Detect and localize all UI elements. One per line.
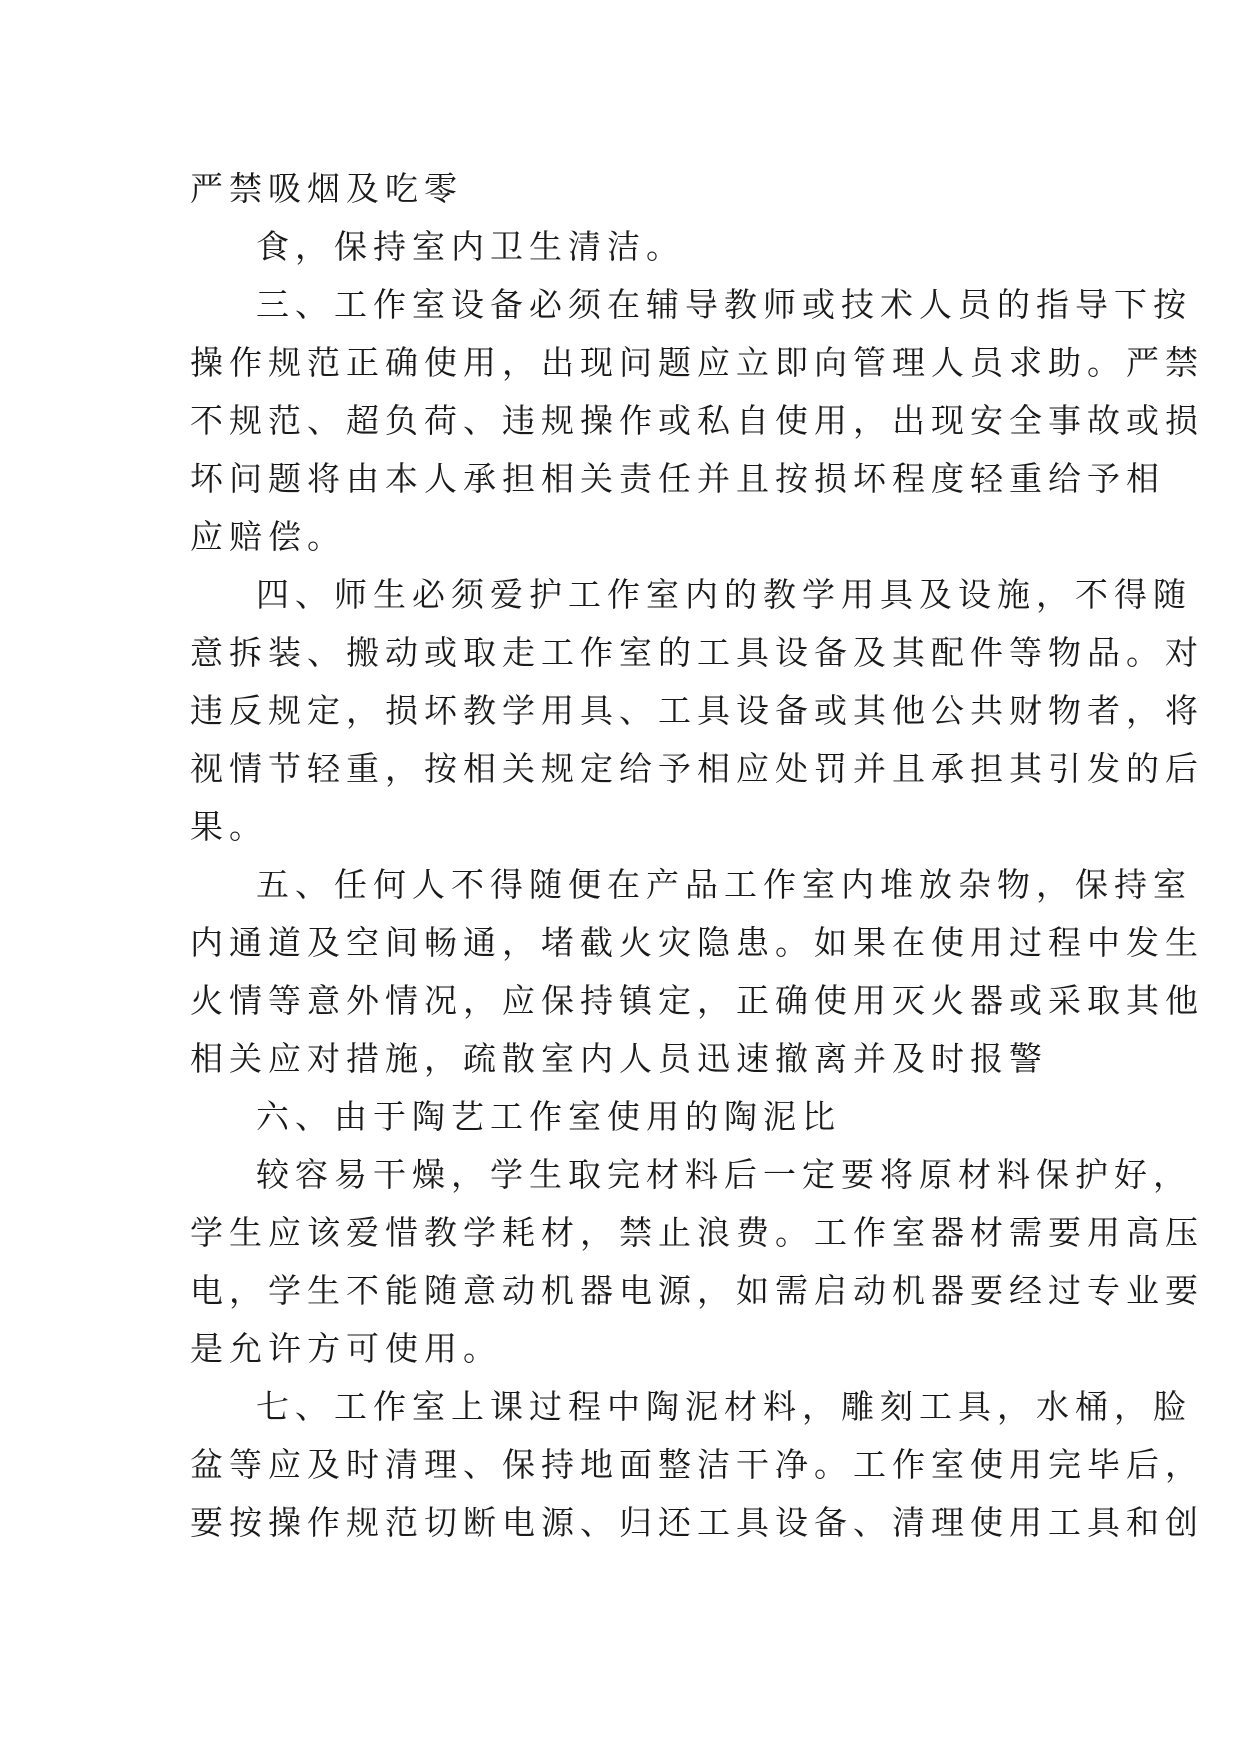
text-line: 操作规范正确使用，出现问题应立即向管理人员求助。严禁 [190, 343, 1204, 382]
text-line: 视情节轻重，按相关规定给予相应处罚并且承担其引发的后 [190, 749, 1204, 788]
text-line: 火情等意外情况，应保持镇定，正确使用灭火器或采取其他 [190, 981, 1204, 1020]
text-line: 应赔偿。 [190, 517, 346, 556]
text-line: 要按操作规范切断电源、归还工具设备、清理使用工具和创 [190, 1503, 1204, 1542]
text-line: 果。 [190, 807, 268, 846]
text-line: 食，保持室内卫生清洁。 [256, 227, 685, 266]
text-line: 内通道及空间畅通，堵截火灾隐患。如果在使用过程中发生 [190, 923, 1204, 962]
text-line: 电，学生不能随意动机器电源，如需启动机器要经过专业要 [190, 1271, 1204, 1310]
text-line: 六、由于陶艺工作室使用的陶泥比 [256, 1097, 841, 1136]
text-line: 意拆装、搬动或取走工作室的工具设备及其配件等物品。对 [190, 633, 1204, 672]
text-line: 四、师生必须爱护工作室内的教学用具及设施，不得随 [256, 575, 1192, 614]
text-line: 是允许方可使用。 [190, 1329, 502, 1368]
text-line: 较容易干燥，学生取完材料后一定要将原材料保护好， [256, 1155, 1192, 1194]
text-line: 坏问题将由本人承担相关责任并且按损坏程度轻重给予相 [190, 459, 1165, 498]
text-line: 严禁吸烟及吃零 [190, 169, 463, 208]
text-line: 五、任何人不得随便在产品工作室内堆放杂物，保持室 [256, 865, 1192, 904]
text-line: 违反规定，损坏教学用具、工具设备或其他公共财物者，将 [190, 691, 1204, 730]
text-line: 七、工作室上课过程中陶泥材料，雕刻工具，水桶，脸 [256, 1387, 1192, 1426]
text-line: 盆等应及时清理、保持地面整洁干净。工作室使用完毕后， [190, 1445, 1204, 1484]
text-line: 相关应对措施，疏散室内人员迅速撤离并及时报警 [190, 1039, 1048, 1078]
text-line: 学生应该爱惜教学耗材，禁止浪费。工作室器材需要用高压 [190, 1213, 1204, 1252]
text-line: 三、工作室设备必须在辅导教师或技术人员的指导下按 [256, 285, 1192, 324]
document-body [190, 160, 1204, 1552]
text-line: 不规范、超负荷、违规操作或私自使用，出现安全事故或损 [190, 401, 1204, 440]
